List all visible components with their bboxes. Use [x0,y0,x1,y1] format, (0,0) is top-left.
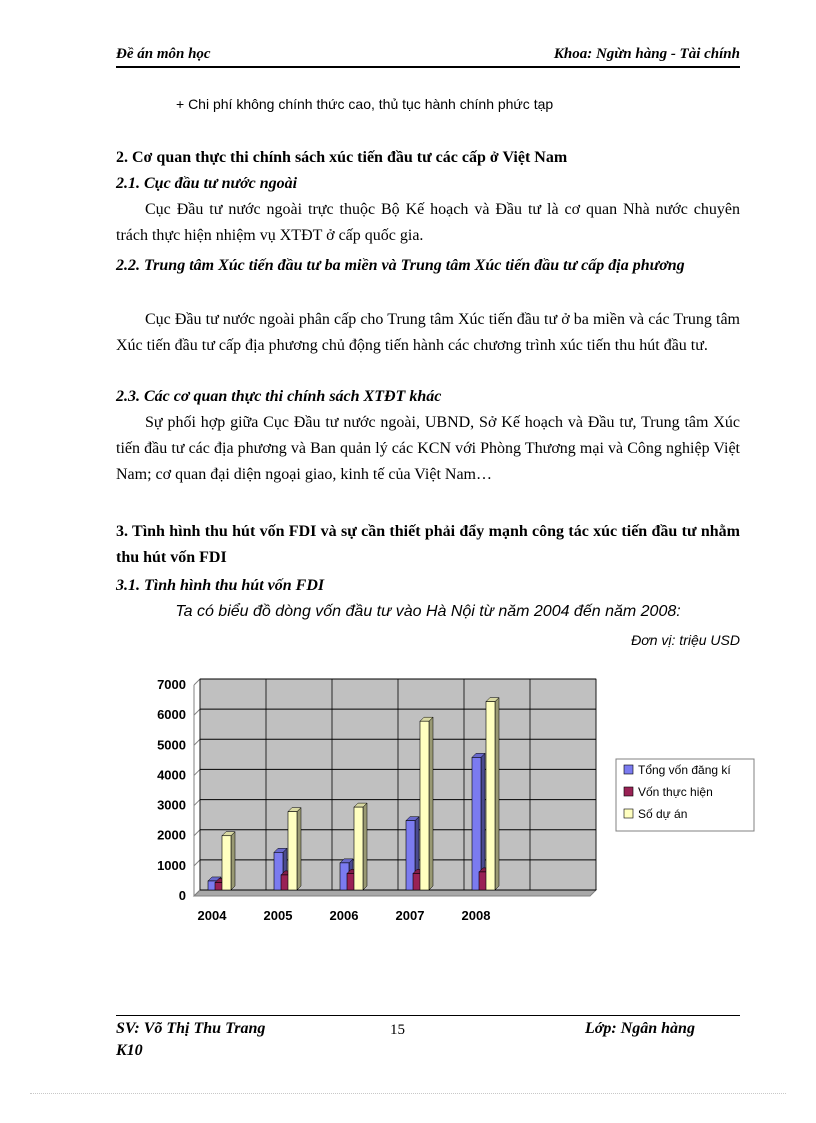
chart-unit: Đơn vị: triệu USD [631,632,740,648]
y-tick-label: 6000 [157,707,186,723]
plot-floor [194,890,596,896]
paragraph-2-3: Sự phối hợp giữa Cục Đầu tư nước ngoài, UBND, Sở Kế hoạch và Đầu tư, Trung tâm Xúc tiến đầu tư các địa phương và Ban quản lý các KCN với Phòng Thương mại và Công nghiệp Việt Nam; cơ quan đại diện ngoại giao, kinh tế của Việt Nam… [116,414,740,483]
gridline-diagonal [194,679,200,685]
legend-label: Số dự án [638,807,688,821]
bar-side [495,698,499,890]
y-tick-label: 7000 [157,677,186,692]
paragraph-2-2: Cục Đầu tư nước ngoài phân cấp cho Trung tâm Xúc tiến đầu tư ở ba miền và các Trung tâm Xúc tiến đầu tư cấp địa phương chủ động tiến hành các chương trình xúc tiến thu hút đầu tư. [116,311,740,354]
subheading-2-1: 2.1. Cục đầu tư nước ngoài [116,175,298,192]
y-tick-label: 5000 [157,737,186,753]
subheading-2-2: 2.2. Trung tâm Xúc tiến đầu tư ba miền và Trung tâm Xúc tiến đầu tư cấp địa phương [116,257,685,274]
bar-side [429,717,433,890]
legend-swatch [624,809,633,818]
x-tick-label: 2005 [263,908,293,923]
bar-2008-series-0 [472,757,481,890]
legend-swatch [624,765,633,774]
y-tick-label: 4000 [157,767,186,783]
bar-2008-series-2 [486,702,495,890]
y-tick-label: 1000 [157,857,186,873]
bar-side [363,803,367,890]
footer-class-code: K10 [116,1042,143,1059]
bar-side [297,808,301,890]
footer-class: Lớp: Ngân hàng [585,1020,695,1037]
x-tick-label: 2008 [461,908,491,923]
bar-2007-series-2 [420,721,429,890]
x-tick-label: 2004 [197,908,227,923]
legend-swatch [624,787,633,796]
gridline-diagonal [194,739,200,745]
section-heading-3: 3. Tình hình thu hút vốn FDI và sự cần thiết phải đẩy mạnh công tác xúc tiến đầu tư nhằm thu hút vốn FDI [116,523,740,566]
bullet-item: + Chi phí không chính thức cao, thủ tục hành chính phức tạp [176,96,554,112]
fdi-bar-chart [140,665,780,950]
chart-caption: Ta có biểu đồ dòng vốn đầu tư vào Hà Nội từ năm 2004 đến năm 2008: [175,603,681,620]
section-heading-2: 2. Cơ quan thực thi chính sách xúc tiến đầu tư các cấp ở Việt Nam [116,149,568,166]
y-tick-label: 2000 [157,827,186,843]
subheading-2-3: 2.3. Các cơ quan thực thi chính sách XTĐT khác [116,388,442,405]
gridline-diagonal [194,800,200,806]
bar-2005-series-2 [288,812,297,890]
page-edge [30,1093,786,1094]
page-number: 15 [390,1022,405,1038]
footer-rule [116,1015,740,1016]
header-course: Đề án môn học [116,46,211,62]
gridline-diagonal [194,769,200,775]
footer-student: SV: Võ Thị Thu Trang [116,1020,266,1037]
legend-label: Tổng vốn đăng kí [638,763,731,777]
y-tick-label: 0 [178,888,186,903]
gridline-diagonal [194,830,200,836]
subheading-3-1: 3.1. Tình hình thu hút vốn FDI [116,577,325,594]
gridline-diagonal [194,709,200,715]
x-tick-label: 2007 [395,908,425,923]
bar-2006-series-2 [354,807,363,890]
y-tick-label: 3000 [157,797,186,813]
header-rule [116,66,740,68]
gridline-diagonal [194,860,200,866]
legend-label: Vốn thực hiện [638,785,713,799]
paragraph-2-1: Cục Đầu tư nước ngoài trực thuộc Bộ Kế hoạch và Đầu tư là cơ quan Nhà nước chuyên trách thực hiện nhiệm vụ XTĐT ở cấp quốc gia. [116,201,740,244]
bar-side [231,832,235,890]
x-tick-label: 2006 [329,908,359,923]
header-faculty: Khoa: Ngừn hàng - Tài chính [553,46,740,62]
page-header [116,46,740,66]
bar-2004-series-2 [222,836,231,890]
